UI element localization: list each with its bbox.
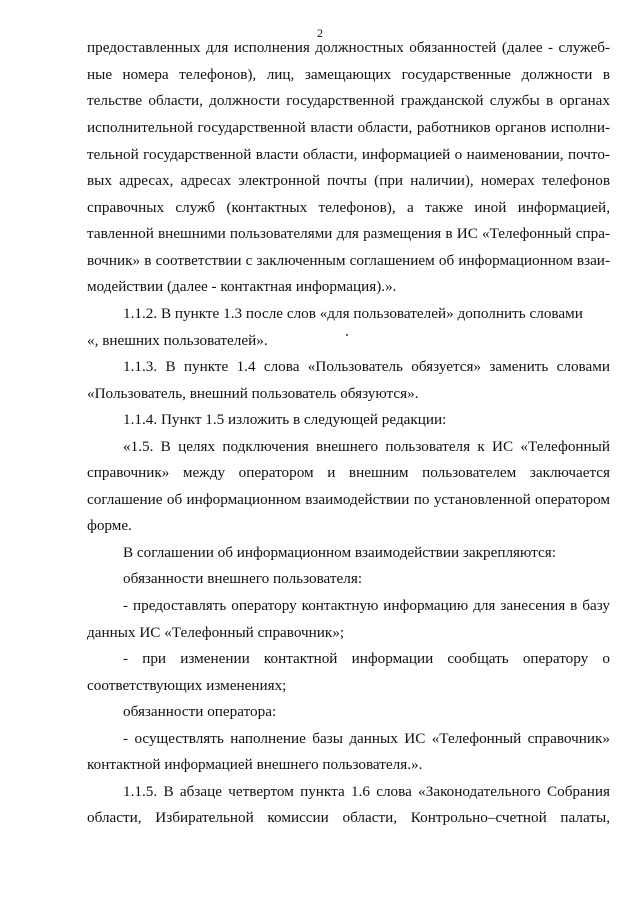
text-line: предоставленных для исполнения должностных обязанностей (далее - служеб- [87, 39, 610, 56]
text-line: 1.1.5. В абзаце четвертом пункта 1.6 слова «Законодательного Собрания [123, 783, 610, 800]
text-line: 1.1.4. Пункт 1.5 изложить в следующей редакции: [123, 411, 447, 428]
text-line: 1.1.2. В пункте 1.3 после слов «для пользователей» дополнить словами [123, 305, 583, 322]
text-line: вых адресах, адресах электронной почты (при наличии), номерах телефонов [87, 172, 610, 189]
text-line: форме. [87, 517, 132, 534]
text-line: - предоставлять оператору контактную информацию для занесения в базу [123, 597, 610, 614]
text-line: «, внешних пользователей». [87, 332, 268, 349]
text-line: тельной государственной власти области, информацией о наименовании, почто- [87, 146, 610, 163]
text-line: обязанности оператора: [123, 703, 277, 720]
text-line: «Пользователь, внешний пользователь обязуются». [87, 385, 419, 402]
text-line: В соглашении об информационном взаимодействии закрепляются: [123, 544, 556, 561]
text-line: исполнительной государственной власти области, работников органов исполни- [87, 119, 610, 136]
text-line: - осуществлять наполнение базы данных ИС «Телефонный справочник» [123, 730, 610, 747]
text-line: тавленной внешними пользователями для размещения в ИС «Телефонный спра- [87, 225, 610, 242]
text-line: модействии (далее - контактная информация).». [87, 278, 397, 295]
text-line: ные номера телефонов), лиц, замещающих государственные должности в [87, 66, 610, 83]
text-line: соответствующих изменениях; [87, 677, 287, 694]
text-line: вочник» в соответствии с заключенным соглашением об информационном взаи- [87, 252, 610, 269]
page-number: 2 [317, 26, 323, 40]
text-line: соглашение об информационном взаимодействии по установленной оператором [87, 491, 610, 508]
stray-dot [346, 334, 348, 336]
text-line: области, Избирательной комиссии области, Контрольно–счетной палаты, [87, 809, 610, 826]
text-line: тельстве области, должности государственной гражданской службы в органах [87, 92, 610, 109]
text-line: - при изменении контактной информации сообщать оператору о [123, 650, 610, 667]
text-line: данных ИС «Телефонный справочник»; [87, 624, 345, 641]
text-line: обязанности внешнего пользователя: [123, 570, 363, 587]
text-line: 1.1.3. В пункте 1.4 слова «Пользователь обязуется» заменить словами [123, 358, 610, 375]
text-line: справочник» между оператором и внешним пользователем заключается [87, 464, 610, 481]
text-line: «1.5. В целях подключения внешнего пользователя к ИС «Телефонный [123, 438, 610, 455]
text-line: справочных служб (контактных телефонов), а также иной информацией, [87, 199, 610, 216]
text-line: контактной информацией внешнего пользователя.». [87, 756, 423, 773]
